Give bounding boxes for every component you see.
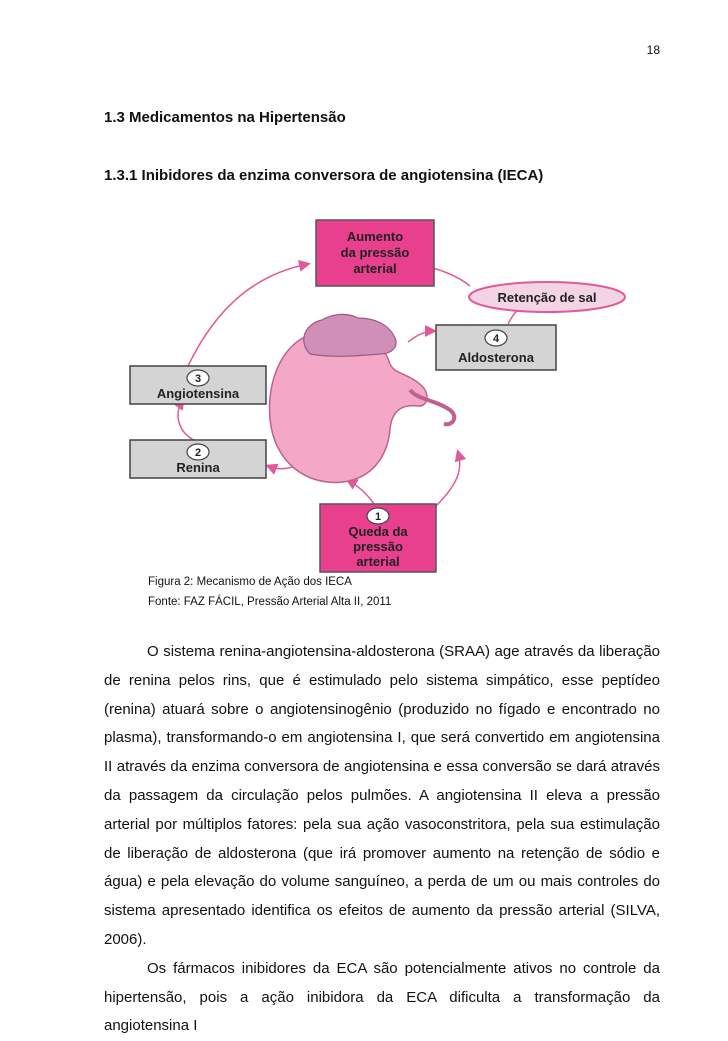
ellipse-retencao-sal [469,282,625,312]
box-top-line3: arterial [353,261,397,276]
box-bottom-line3: arterial [356,554,400,569]
arrow-renina-to-angiotensina [178,400,198,442]
raas-figure [118,214,638,576]
arrow-queda-to-kidney [348,480,376,507]
arrow-queda-side [436,452,460,506]
body-text [104,638,660,1041]
raas-diagram [118,214,638,576]
section-heading: 1.3 Medicamentos na Hipertensão [104,109,346,126]
page-number: 18 [646,43,660,57]
box-aldosterona [436,325,556,370]
aldosterona-number: 4 [492,333,500,345]
ureter [410,390,454,424]
queda-number: 1 [374,511,382,523]
box-bottom-line2: pressão [353,539,403,554]
paragraph-1: O sistema renina-angiotensina-aldosterona (SRAA) age através da liberação de renina pelos rins, que é estimulado pelo sistema simpático, esse peptídeo (renina) atuará sobre o angiotensinogênio (produzido no fígado e encontrado no plasma), transformando-o em angiotensina I, que será convertido em angiotensina II através da enzima conversora de angiotensina e essa conversão se dará através da passagem da circulação pelos pulmões. A angiotensina II eleva a pressão arterial por múltiplos fatores: pela sua ação vasoconstritora, pela sua estimulação de liberação de aldosterona (que irá promover aumento na retenção de sódio e água) e pela elevação do volume sanguíneo, a perda de um ou mais controles do sistema apresentado identifica os efeitos de aumento da pressão arterial (SILVA, 2006). [104,643,660,948]
box-angiotensina [130,366,266,404]
ellipse-label: Retenção de sal [497,290,597,305]
renina-number: 2 [194,447,202,459]
arrow-gland-to-aldosterona [408,331,434,342]
box-queda-pressao [320,504,436,572]
box-top-line1: Aumento [346,229,404,244]
figure-caption: Figura 2: Mecanismo de Ação dos IECA [148,576,352,588]
subsection-heading: 1.3.1 Inibidores da enzima conversora de angiotensina (IECA) [104,167,544,184]
box-bottom-line1: Queda da [348,524,408,539]
box-renina [130,440,266,478]
adrenal-gland [304,314,396,356]
renina-label: Renina [176,460,220,475]
box-aumento-pressao [316,220,434,286]
figure-source: Fonte: FAZ FÁCIL, Pressão Arterial Alta II, 2011 [148,596,392,608]
aldosterona-label: Aldosterona [458,350,534,365]
box-top-line2: da pressão [340,245,410,260]
angiotensina-label: Angiotensina [156,386,240,401]
angiotensina-number: 3 [194,373,202,385]
paragraph-2: Os fármacos inibidores da ECA são potencialmente ativos no controle da hipertensão, pois a ação inibidora da ECA dificulta a transformação da angiotensina I [104,959,660,1035]
